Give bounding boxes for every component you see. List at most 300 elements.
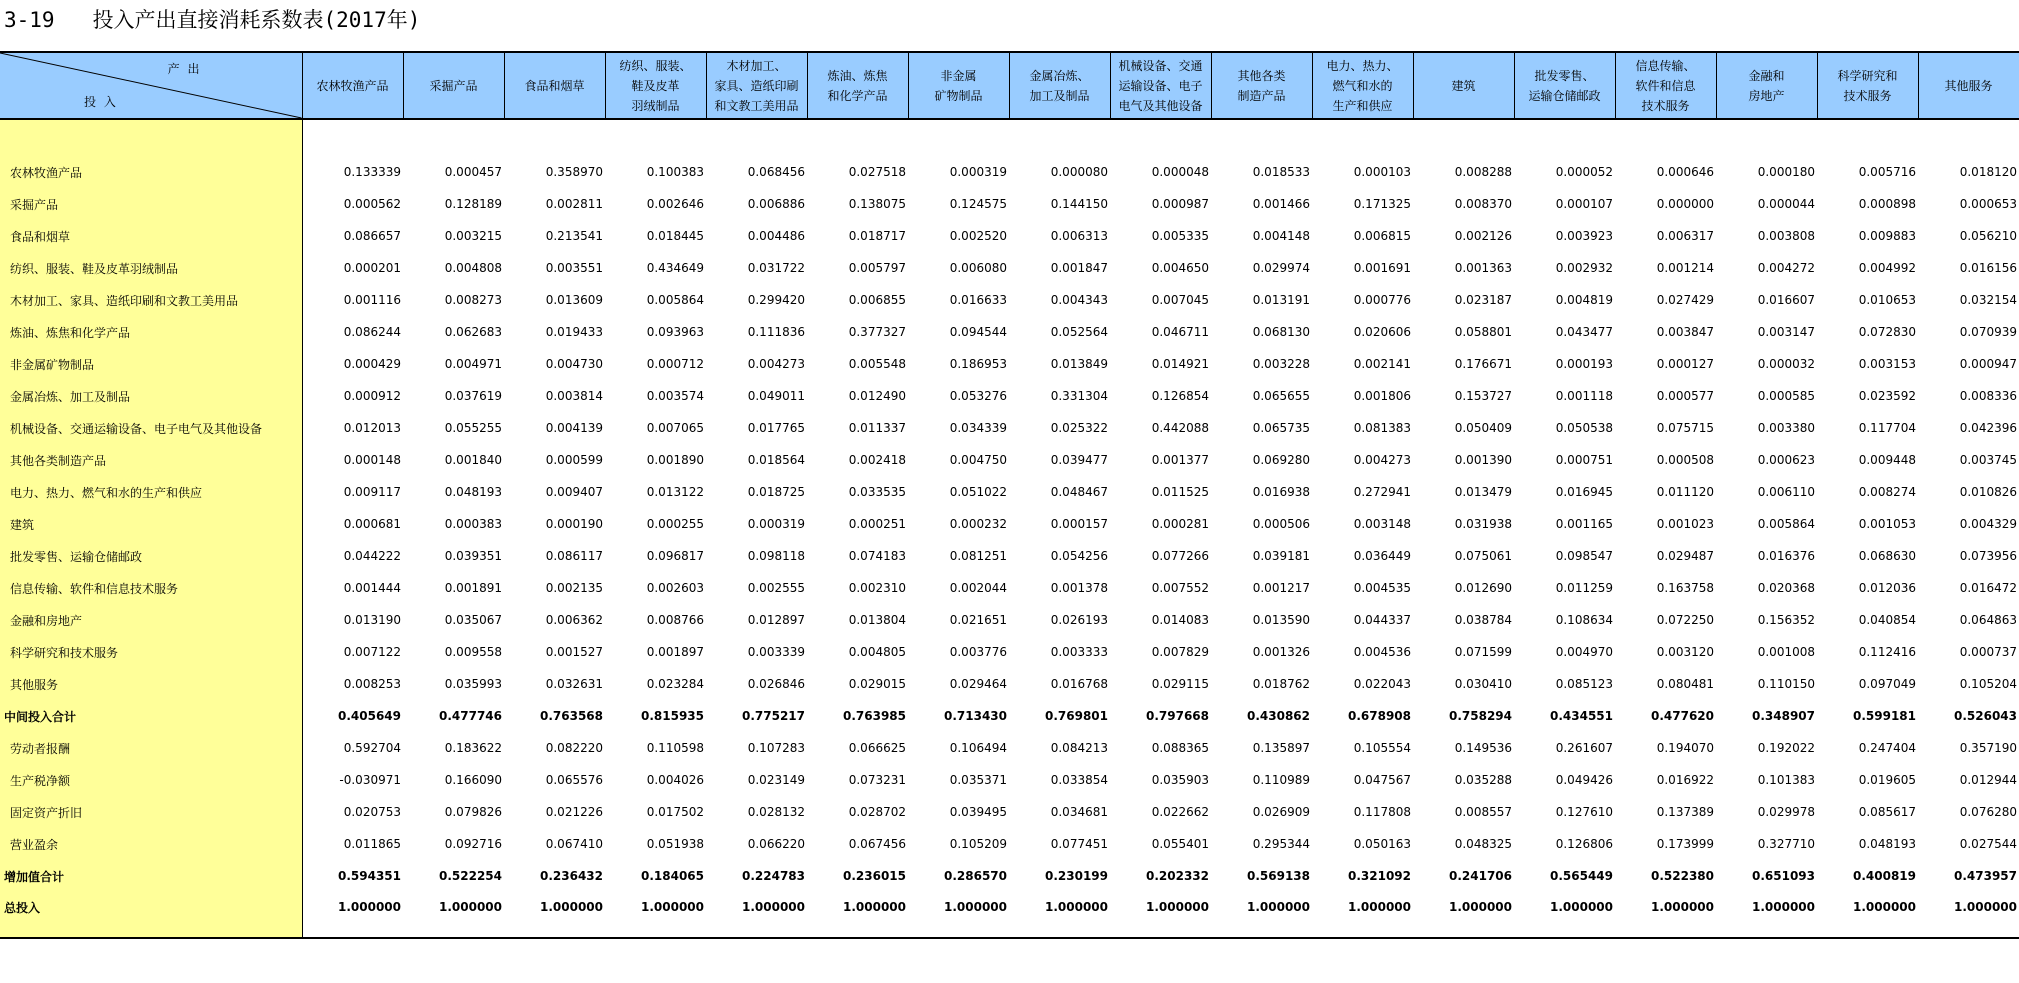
table-cell: 0.081251 (949, 549, 1007, 563)
spacer-cell (1312, 922, 1413, 938)
table-cell: 0.477746 (438, 709, 502, 723)
table-cell: 0.321092 (1347, 869, 1411, 883)
table-cell: 1.000000 (1751, 900, 1815, 914)
table-cell: 0.000508 (1656, 453, 1714, 467)
table-cell: 0.074183 (848, 549, 906, 563)
table-cell: 0.012690 (1454, 581, 1512, 595)
table-cell: 0.008336 (1959, 389, 2017, 403)
table-cell: 0.035067 (444, 613, 502, 627)
table-cell: 0.048467 (1050, 485, 1108, 499)
table-cell: 0.026846 (747, 677, 805, 691)
table-cell: 0.039477 (1050, 453, 1108, 467)
table-cell: 0.000776 (1353, 293, 1411, 307)
table-cell: 0.236432 (539, 869, 603, 883)
table-cell: 0.034339 (949, 421, 1007, 435)
table-row (0, 380, 2019, 412)
table-cell: 0.050163 (1353, 837, 1411, 851)
table-cell: 0.072250 (1656, 613, 1714, 627)
table-cell: 0.000048 (1151, 165, 1209, 179)
table-cell: 0.016156 (1959, 261, 2017, 275)
table-cell: 0.000032 (1757, 357, 1815, 371)
column-header-line: 机械设备、交通 (1118, 58, 1203, 73)
table-cell: 0.002135 (545, 581, 603, 595)
column-header-line: 其他服务 (1944, 78, 1993, 93)
table-cell: 0.022043 (1353, 677, 1411, 691)
table-cell: 1.000000 (741, 900, 805, 914)
table-cell: 0.004650 (1151, 261, 1209, 275)
table-cell: 0.072830 (1858, 325, 1916, 339)
table-cell: 0.001377 (1151, 453, 1209, 467)
table-cell: 0.068130 (1252, 325, 1310, 339)
table-cell: 0.124575 (949, 197, 1007, 211)
table-cell: 0.029464 (949, 677, 1007, 691)
table-cell: 0.331304 (1050, 389, 1108, 403)
spacer-cell (807, 922, 908, 938)
table-cell: 0.027429 (1656, 293, 1714, 307)
table-cell: 0.001023 (1656, 517, 1714, 531)
row-label: 生产税净额 (0, 764, 302, 796)
column-header-line: 电力、热力、 (1326, 58, 1399, 73)
table-cell: 0.092716 (444, 837, 502, 851)
table-cell: 0.797668 (1145, 709, 1209, 723)
spacer-cell (504, 119, 605, 156)
table-cell: 0.758294 (1448, 709, 1512, 723)
table-row (0, 412, 2019, 444)
table-cell: 0.003215 (444, 229, 502, 243)
table-cell: -0.030971 (339, 773, 401, 787)
table-cell: 0.001214 (1656, 261, 1714, 275)
table-cell: 0.029974 (1252, 261, 1310, 275)
table-cell: 0.005797 (848, 261, 906, 275)
column-header-5 (807, 52, 908, 119)
table-cell: 1.000000 (539, 900, 603, 914)
table-cell: 0.034681 (1050, 805, 1108, 819)
table-cell: 0.009117 (343, 485, 401, 499)
table-cell: 0.018445 (646, 229, 704, 243)
table-cell: 0.004486 (747, 229, 805, 243)
table-cell: 0.000947 (1959, 357, 2017, 371)
table-cell: 0.004273 (1353, 453, 1411, 467)
table-cell: 0.000599 (545, 453, 603, 467)
table-cell: 0.003776 (949, 645, 1007, 659)
table-cell: 0.358970 (545, 165, 603, 179)
table-cell: 0.019433 (545, 325, 603, 339)
spacer-cell (1918, 922, 2019, 938)
table-cell: 0.000201 (343, 261, 401, 275)
table-cell: 0.004329 (1959, 517, 2017, 531)
table-cell: 0.105209 (949, 837, 1007, 851)
table-cell: 0.002310 (848, 581, 906, 595)
table-cell: 0.056210 (1959, 229, 2017, 243)
row-label: 其他各类制造产品 (0, 444, 302, 476)
row-label: 木材加工、家具、造纸印刷和文教工美用品 (0, 284, 302, 316)
table-cell: 1.000000 (337, 900, 401, 914)
spacer-cell (504, 922, 605, 938)
table-cell: 0.002126 (1454, 229, 1512, 243)
table-cell: 0.000987 (1151, 197, 1209, 211)
table-cell: 0.028702 (848, 805, 906, 819)
table-cell: 0.000585 (1757, 389, 1815, 403)
table-cell: 0.016633 (949, 293, 1007, 307)
table-cell: 0.029115 (1151, 677, 1209, 691)
spacer-row (0, 119, 2019, 156)
table-cell: 0.086117 (545, 549, 603, 563)
table-cell: 0.003847 (1656, 325, 1714, 339)
table-cell: 0.105554 (1353, 741, 1411, 755)
table-cell: 0.526043 (1953, 709, 2017, 723)
table-cell: 0.096817 (646, 549, 704, 563)
table-cell: 0.000107 (1555, 197, 1613, 211)
table-cell: 0.012897 (747, 613, 805, 627)
table-cell: 0.082220 (545, 741, 603, 755)
column-header-line: 家具、造纸印刷 (714, 78, 799, 93)
table-cell: 0.098547 (1555, 549, 1613, 563)
table-cell: 0.065655 (1252, 389, 1310, 403)
table-cell: 0.000681 (343, 517, 401, 531)
table-cell: 0.592704 (343, 741, 401, 755)
spacer-cell (706, 119, 807, 156)
table-row (0, 188, 2019, 220)
table-cell: 0.106494 (949, 741, 1007, 755)
table-cell: 0.769801 (1044, 709, 1108, 723)
table-cell: 0.025322 (1050, 421, 1108, 435)
table-cell: 0.073231 (848, 773, 906, 787)
row-label: 电力、热力、燃气和水的生产和供应 (0, 476, 302, 508)
table-cell: 0.236015 (842, 869, 906, 883)
table-body (0, 119, 2019, 938)
row-label: 纺织、服装、鞋及皮革羽绒制品 (0, 252, 302, 284)
table-cell: 0.000577 (1656, 389, 1714, 403)
table-cell: 0.004805 (848, 645, 906, 659)
table-cell: 0.183622 (444, 741, 502, 755)
table-cell: 0.127610 (1555, 805, 1613, 819)
table-cell: 0.016945 (1555, 485, 1613, 499)
table-row (0, 284, 2019, 316)
table-cell: 0.002044 (949, 581, 1007, 595)
column-header-6 (908, 52, 1009, 119)
table-cell: 0.007122 (343, 645, 401, 659)
table-cell: 0.021226 (545, 805, 603, 819)
table-cell: 0.202332 (1145, 869, 1209, 883)
table-cell: 0.000751 (1555, 453, 1613, 467)
table-cell: 0.100383 (646, 165, 704, 179)
table-cell: 0.023149 (747, 773, 805, 787)
row-label: 机械设备、交通运输设备、电子电气及其他设备 (0, 412, 302, 444)
table-cell: 0.105204 (1959, 677, 2017, 691)
column-header-line: 羽绒制品 (631, 98, 680, 113)
table-cell: 0.405649 (337, 709, 401, 723)
table-cell: 0.038784 (1454, 613, 1512, 627)
table-cell: 0.149536 (1454, 741, 1512, 755)
table-cell: 0.286570 (943, 869, 1007, 883)
table-cell: 0.171325 (1353, 197, 1411, 211)
table-cell: 0.085123 (1555, 677, 1613, 691)
table-cell: 0.000190 (545, 517, 603, 531)
table-cell: 1.000000 (1650, 900, 1714, 914)
row-label: 食品和烟草 (0, 220, 302, 252)
table-cell: 0.430862 (1246, 709, 1310, 723)
table-cell: 0.003814 (545, 389, 603, 403)
table-cell: 0.080481 (1656, 677, 1714, 691)
table-cell: 0.002603 (646, 581, 704, 595)
table-cell: 0.000148 (343, 453, 401, 467)
table-cell: 0.156352 (1757, 613, 1815, 627)
table-cell: 0.049011 (747, 389, 805, 403)
table-cell: 0.013849 (1050, 357, 1108, 371)
table-row (0, 572, 2019, 604)
table-cell: 0.032631 (545, 677, 603, 691)
table-cell: 0.048193 (1858, 837, 1916, 851)
table-cell: 0.000457 (444, 165, 502, 179)
table-cell: 0.163758 (1656, 581, 1714, 595)
table-cell: 0.029015 (848, 677, 906, 691)
table-cell: 1.000000 (1246, 900, 1310, 914)
table-cell: 0.135897 (1252, 741, 1310, 755)
table-cell: 0.434551 (1549, 709, 1613, 723)
table-cell: 0.442088 (1151, 421, 1209, 435)
table-cell: 0.044337 (1353, 613, 1411, 627)
table-cell: 0.001165 (1555, 517, 1613, 531)
table-cell: 0.107283 (747, 741, 805, 755)
table-row (0, 860, 2019, 892)
table-cell: 0.018717 (848, 229, 906, 243)
table-cell: 0.066220 (747, 837, 805, 851)
table-row (0, 476, 2019, 508)
table-cell: 0.012944 (1959, 773, 2017, 787)
table-cell: 0.039495 (949, 805, 1007, 819)
table-cell: 0.036449 (1353, 549, 1411, 563)
table-cell: 0.055255 (444, 421, 502, 435)
table-cell: 0.003153 (1858, 357, 1916, 371)
table-cell: 0.018725 (747, 485, 805, 499)
table-cell: 0.137389 (1656, 805, 1714, 819)
table-cell: 0.013122 (646, 485, 704, 499)
column-header-line: 运输设备、电子 (1118, 78, 1203, 93)
table-cell: 0.014921 (1151, 357, 1209, 371)
table-cell: 0.003808 (1757, 229, 1815, 243)
table-cell: 0.004808 (444, 261, 502, 275)
table-cell: 0.000232 (949, 517, 1007, 531)
table-cell: 0.003147 (1757, 325, 1815, 339)
table-cell: 0.111836 (747, 325, 805, 339)
spacer-cell (1615, 922, 1716, 938)
table-cell: 0.094544 (949, 325, 1007, 339)
table-cell: 0.434649 (646, 261, 704, 275)
spacer-cell (605, 922, 706, 938)
table-cell: 0.013191 (1252, 293, 1310, 307)
table-row (0, 604, 2019, 636)
spacer-cell (302, 922, 403, 938)
table-cell: 0.027518 (848, 165, 906, 179)
table-cell: 0.028132 (747, 805, 805, 819)
column-header-line: 和化学产品 (827, 88, 888, 103)
spacer-cell (1211, 119, 1312, 156)
column-header-line: 鞋及皮革 (631, 78, 680, 93)
table-cell: 0.020606 (1353, 325, 1411, 339)
table-cell: 0.027544 (1959, 837, 2017, 851)
table-row (0, 508, 2019, 540)
table-cell: 0.004992 (1858, 261, 1916, 275)
io-coefficient-table (0, 51, 2019, 951)
table-row (0, 156, 2019, 188)
row-label: 建筑 (0, 508, 302, 540)
table-cell: 0.017502 (646, 805, 704, 819)
coefficient-grid (0, 51, 2019, 939)
table-cell: 0.001891 (444, 581, 502, 595)
column-header-line: 燃气和水的 (1332, 78, 1393, 93)
table-cell: 0.003148 (1353, 517, 1411, 531)
table-cell: 0.003574 (646, 389, 704, 403)
table-cell: 0.069280 (1252, 453, 1310, 467)
column-header-line: 矿物制品 (934, 88, 983, 103)
row-label: 营业盈余 (0, 828, 302, 860)
corner-input-label: 投 入 (84, 95, 118, 109)
column-header-line: 技术服务 (1843, 88, 1892, 103)
column-header-line: 科学研究和 (1837, 68, 1898, 83)
table-cell: 0.003923 (1555, 229, 1613, 243)
table-cell: 0.153727 (1454, 389, 1512, 403)
table-cell: 0.052564 (1050, 325, 1108, 339)
table-cell: 0.000898 (1858, 197, 1916, 211)
table-cell: 0.213541 (545, 229, 603, 243)
column-header-11 (1413, 52, 1514, 119)
column-header-line: 金属冶炼、 (1029, 68, 1090, 83)
table-cell: 0.001527 (545, 645, 603, 659)
table-cell: 0.008766 (646, 613, 704, 627)
table-cell: 0.005864 (1757, 517, 1815, 531)
table-cell: 0.013590 (1252, 613, 1310, 627)
table-cell: 0.005335 (1151, 229, 1209, 243)
table-cell: 1.000000 (438, 900, 502, 914)
table-cell: 0.261607 (1555, 741, 1613, 755)
table-cell: 0.000506 (1252, 517, 1310, 531)
table-cell: 0.073956 (1959, 549, 2017, 563)
column-header-line: 炼油、炼焦 (827, 68, 888, 83)
row-label: 农林牧渔产品 (0, 156, 302, 188)
row-label: 其他服务 (0, 668, 302, 700)
column-header-line: 金融和 (1748, 68, 1785, 83)
table-cell: 0.065576 (545, 773, 603, 787)
table-cell: 0.009448 (1858, 453, 1916, 467)
spacer-cell (605, 119, 706, 156)
table-cell: 0.018564 (747, 453, 805, 467)
spacer-cell (908, 922, 1009, 938)
table-cell: 0.018120 (1959, 165, 2017, 179)
column-header-8 (1110, 52, 1211, 119)
spacer-cell (1716, 119, 1817, 156)
table-cell: 0.065735 (1252, 421, 1310, 435)
column-header-line: 批发零售、 (1534, 68, 1595, 83)
table-cell: 0.043477 (1555, 325, 1613, 339)
table-cell: 0.058801 (1454, 325, 1512, 339)
table-cell: 1.000000 (1448, 900, 1512, 914)
row-label: 金融和房地产 (0, 604, 302, 636)
table-cell: 0.062683 (444, 325, 502, 339)
table-cell: 0.086657 (343, 229, 401, 243)
table-cell: 0.004139 (545, 421, 603, 435)
table-cell: 0.020368 (1757, 581, 1815, 595)
table-cell: 0.016376 (1757, 549, 1815, 563)
table-cell: 0.003120 (1656, 645, 1714, 659)
table-cell: 0.002141 (1353, 357, 1411, 371)
table-cell: 0.003745 (1959, 453, 2017, 467)
table-cell: 0.079826 (444, 805, 502, 819)
table-cell: 0.088365 (1151, 741, 1209, 755)
column-header-10 (1312, 52, 1413, 119)
table-cell: 0.081383 (1353, 421, 1411, 435)
row-label: 非金属矿物制品 (0, 348, 302, 380)
table-cell: 0.001444 (343, 581, 401, 595)
table-cell: 0.473957 (1953, 869, 2017, 883)
table-cell: 0.076280 (1959, 805, 2017, 819)
table-cell: 0.013190 (343, 613, 401, 627)
table-cell: 0.763985 (842, 709, 906, 723)
table-cell: 0.048325 (1454, 837, 1512, 851)
column-header-line: 农林牧渔产品 (316, 78, 389, 93)
table-row (0, 316, 2019, 348)
table-cell: 0.144150 (1050, 197, 1108, 211)
table-cell: 0.050409 (1454, 421, 1512, 435)
table-cell: 0.522380 (1650, 869, 1714, 883)
table-cell: 0.002555 (747, 581, 805, 595)
table-cell: 1.000000 (1145, 900, 1209, 914)
spacer-cell (1110, 119, 1211, 156)
table-row (0, 540, 2019, 572)
table-cell: 0.048193 (444, 485, 502, 499)
table-cell: 0.000737 (1959, 645, 2017, 659)
table-cell: 0.051022 (949, 485, 1007, 499)
table-cell: 0.272941 (1353, 485, 1411, 499)
table-row (0, 796, 2019, 828)
table-cell: 0.004970 (1555, 645, 1613, 659)
corner-output-label: 产 出 (167, 62, 202, 76)
table-cell: 0.049426 (1555, 773, 1613, 787)
row-label-spacer (0, 119, 302, 156)
table-cell: 0.001116 (343, 293, 401, 307)
table-cell: 0.000193 (1555, 357, 1613, 371)
table-cell: 0.039351 (444, 549, 502, 563)
column-header-3 (605, 52, 706, 119)
column-header-line: 软件和信息 (1635, 78, 1696, 93)
table-cell: 0.000623 (1757, 453, 1815, 467)
table-cell: 0.002811 (545, 197, 603, 211)
table-cell: 0.001217 (1252, 581, 1310, 595)
table-cell: 0.000281 (1151, 517, 1209, 531)
table-cell: 0.005864 (646, 293, 704, 307)
table-cell: 0.002932 (1555, 261, 1613, 275)
table-cell: 0.327710 (1757, 837, 1815, 851)
table-cell: 0.017765 (747, 421, 805, 435)
table-cell: 0.000052 (1555, 165, 1613, 179)
table-cell: 0.001390 (1454, 453, 1512, 467)
table-cell: 0.357190 (1959, 741, 2017, 755)
column-header-2 (504, 52, 605, 119)
table-cell: 0.068630 (1858, 549, 1916, 563)
table-cell: 0.009407 (545, 485, 603, 499)
table-cell: 0.295344 (1252, 837, 1310, 851)
spacer-cell (403, 119, 504, 156)
row-label: 固定资产折旧 (0, 796, 302, 828)
spacer-cell (1009, 119, 1110, 156)
table-cell: 0.008288 (1454, 165, 1512, 179)
table-cell: 0.039181 (1252, 549, 1310, 563)
spacer-cell (807, 119, 908, 156)
table-cell: 0.138075 (848, 197, 906, 211)
table-cell: 0.014083 (1151, 613, 1209, 627)
table-cell: 0.016768 (1050, 677, 1108, 691)
table-cell: 0.010653 (1858, 293, 1916, 307)
table-cell: 0.348907 (1751, 709, 1815, 723)
